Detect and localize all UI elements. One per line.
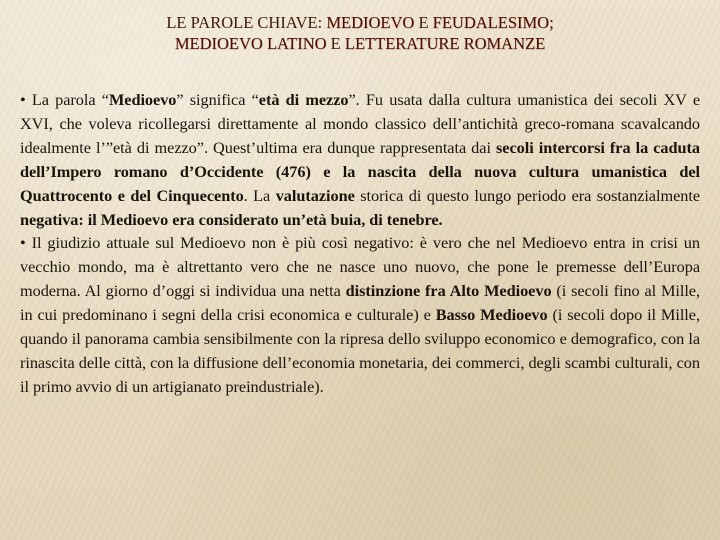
text-run: (i secoli dopo il Mille, quando il panorama cambia sensibilmente con la ripresa dello sviluppo economico e demografico, con la rinascita delle città, con la diffusione dell’economia monetaria, dei commerci, degli scambi culturali, con il primo avvio di un artigianato preindustriale). bbox=[20, 305, 700, 396]
slide-body bbox=[20, 88, 700, 399]
bold-text: secoli intercorsi fra la caduta dell’Impero romano d’Occidente (476) e la nascita della nuova cultura umanistica del Quattrocento e del Cinquecento bbox=[20, 137, 700, 205]
title-line-2 bbox=[0, 33, 720, 54]
title-term-letterature-romanze: LETTERATURE ROMANZE bbox=[344, 34, 546, 53]
text-run: ” significa “ bbox=[176, 90, 259, 109]
title-term-medioevo-latino: MEDIOEVO LATINO bbox=[174, 34, 327, 53]
title-conjunction: E bbox=[326, 34, 345, 53]
text-run: (i secoli fino al Mille, in cui predominano i segni della crisi economica e culturale) e bbox=[20, 281, 700, 325]
bold-text: valutazione bbox=[275, 185, 355, 205]
bold-text: negativa: il Medioevo era considerato un’età buia, di tenebre. bbox=[20, 209, 443, 229]
paragraph-current-judgment bbox=[20, 231, 700, 398]
title-term-feudalesimo: FEUDALESIMO; bbox=[432, 13, 554, 32]
title-line-1 bbox=[0, 12, 720, 33]
bold-text: età di mezzo bbox=[258, 90, 349, 109]
slide-title bbox=[0, 12, 720, 54]
bold-text: Basso Medioevo bbox=[435, 305, 548, 325]
text-run: ”. Fu usata dalla cultura umanistica dei secoli XV e XVI, che voleva ricollegarsi direttamente al mondo classico dell’antichità greco-romana scavalcando idealmente l’”età di mezzo”. Quest’ultima era dunque rappresentata dai bbox=[20, 90, 700, 157]
text-run: storica di questo lungo periodo era sostanzialmente bbox=[354, 185, 700, 205]
title-term-medioevo: MEDIOEVO bbox=[326, 13, 415, 32]
title-prefix: LE PAROLE CHIAVE: bbox=[166, 13, 327, 32]
bold-text: Medioevo bbox=[108, 90, 177, 109]
text-run: • La parola “ bbox=[20, 90, 109, 109]
bold-text: distinzione fra Alto Medioevo bbox=[345, 281, 552, 301]
text-run: . La bbox=[243, 185, 276, 205]
paragraph-definition bbox=[20, 88, 700, 231]
text-run: • Il giudizio attuale sul Medioevo non è più così negativo: è vero che nel Medioevo entra in crisi un vecchio mondo, ma è altrettanto vero che ne nasce uno nuovo, che pone le premesse dell’Europa moderna. Al giorno d’oggi si individua una netta bbox=[20, 233, 700, 301]
title-conjunction: E bbox=[414, 13, 433, 32]
